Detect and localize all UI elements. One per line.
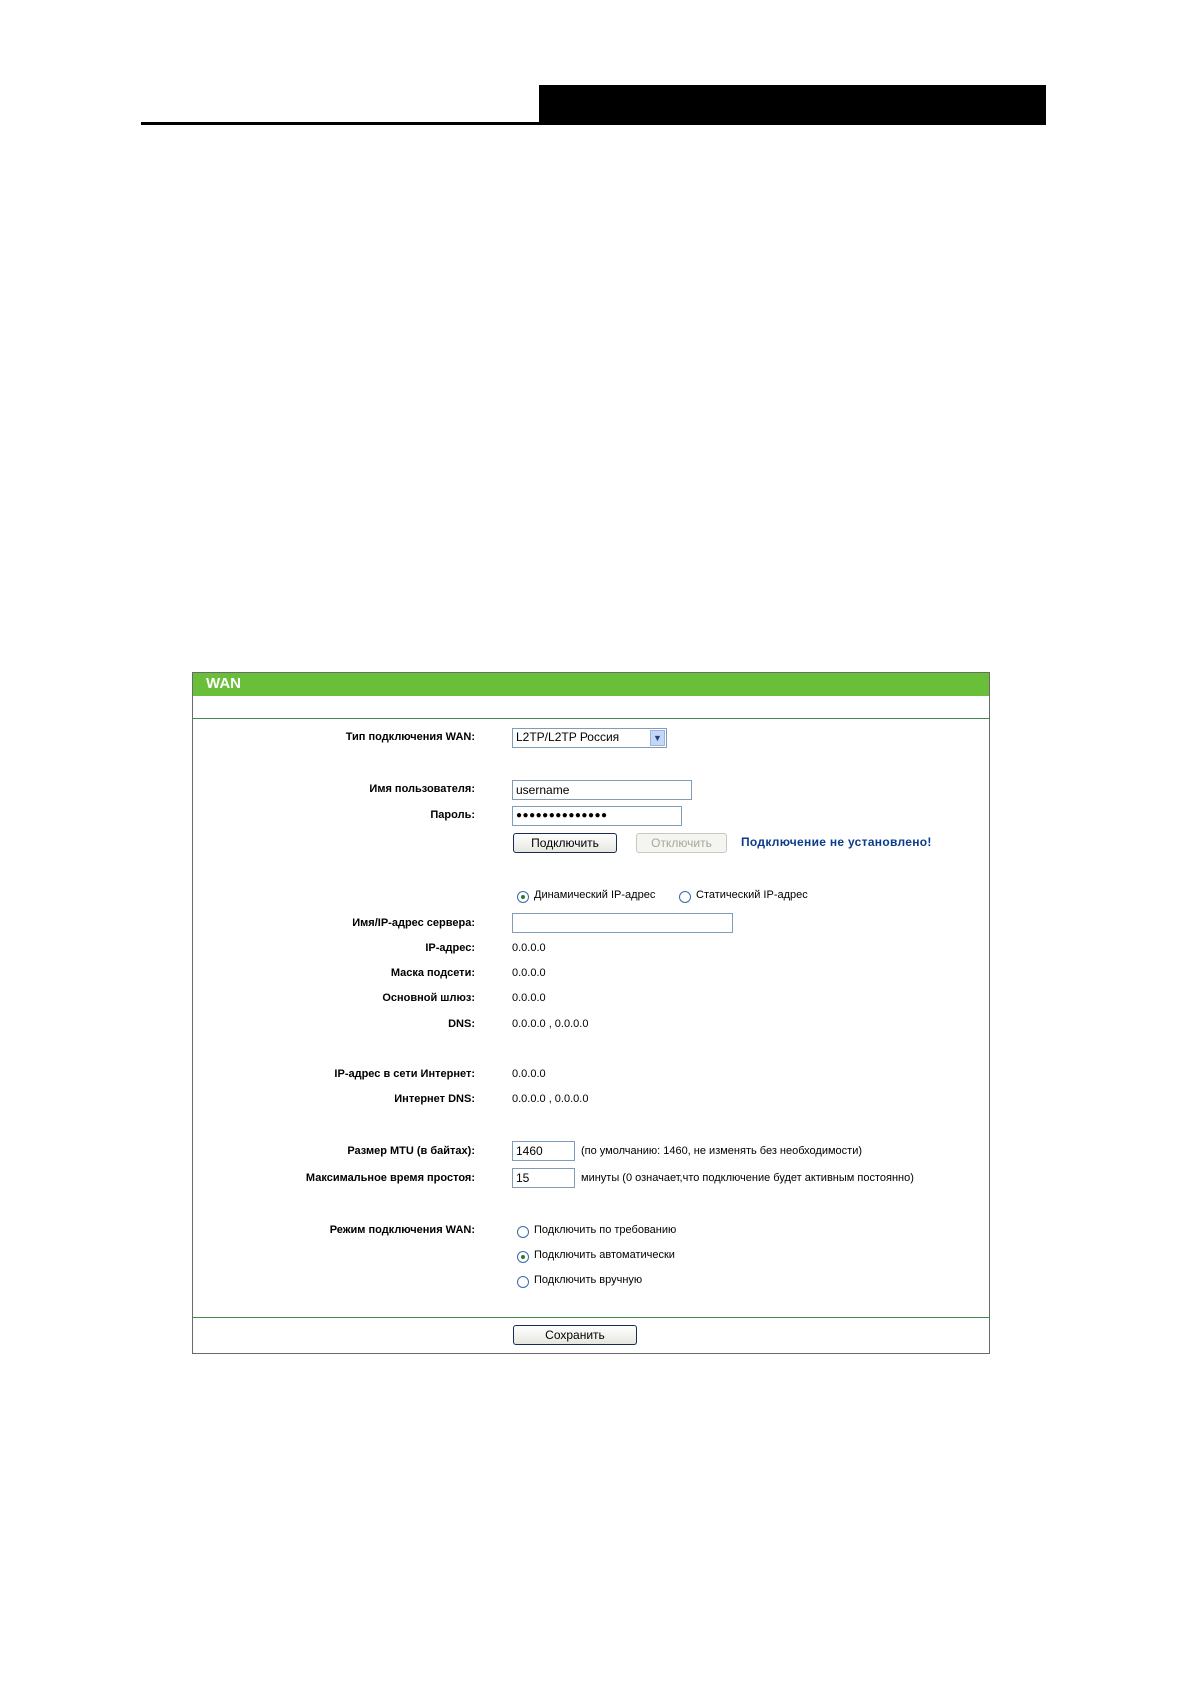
- top-divider: [193, 718, 989, 719]
- subnet-mask-value: 0.0.0.0: [512, 967, 546, 979]
- panel-header: [193, 673, 989, 696]
- wan-mode-on-demand-label: Подключить по требованию: [534, 1224, 677, 1236]
- internet-dns-label: Интернет DNS:: [394, 1093, 475, 1105]
- static-ip-radio[interactable]: [679, 891, 691, 903]
- idle-time-input[interactable]: 15: [512, 1168, 575, 1188]
- panel-title: WAN: [206, 675, 241, 692]
- dns-value: 0.0.0.0 , 0.0.0.0: [512, 1018, 589, 1030]
- connect-button[interactable]: Подключить: [513, 833, 617, 853]
- document-header-bar: [539, 85, 1046, 125]
- save-button[interactable]: Сохранить: [513, 1325, 637, 1345]
- wan-mode-manual-radio[interactable]: [517, 1276, 529, 1288]
- wan-type-select[interactable]: [512, 728, 667, 748]
- password-label: Пароль:: [430, 809, 475, 821]
- ip-address-value: 0.0.0.0: [512, 942, 546, 954]
- server-label: Имя/IP-адрес сервера:: [352, 917, 475, 929]
- internet-dns-value: 0.0.0.0 , 0.0.0.0: [512, 1093, 589, 1105]
- wan-mode-auto-radio[interactable]: [517, 1251, 529, 1263]
- connection-status: Подключение не установлено!: [741, 835, 932, 849]
- server-input[interactable]: [512, 913, 733, 933]
- subnet-mask-label: Маска подсети:: [390, 967, 475, 979]
- disconnect-button[interactable]: Отключить: [636, 833, 727, 853]
- mtu-label: Размер MTU (в байтах):: [347, 1145, 475, 1157]
- password-input[interactable]: ●●●●●●●●●●●●●●: [512, 806, 682, 826]
- gateway-label: Основной шлюз:: [382, 992, 475, 1004]
- wan-mode-on-demand-radio[interactable]: [517, 1226, 529, 1238]
- username-label: Имя пользователя:: [369, 783, 475, 795]
- mtu-hint: (по умолчанию: 1460, не изменять без необходимости): [581, 1145, 863, 1157]
- internet-ip-value: 0.0.0.0: [512, 1068, 546, 1080]
- chevron-down-icon[interactable]: ▼: [650, 730, 665, 746]
- wan-type-selected: L2TP/L2TP Россия: [516, 730, 620, 744]
- wan-type-label: Тип подключения WAN:: [345, 731, 475, 743]
- mtu-input[interactable]: 1460: [512, 1141, 575, 1161]
- dynamic-ip-radio[interactable]: [517, 891, 529, 903]
- idle-time-hint: минуты (0 означает,что подключение будет активным постоянно): [581, 1172, 914, 1184]
- wan-mode-auto-label: Подключить автоматически: [534, 1249, 675, 1261]
- internet-ip-label: IP-адрес в сети Интернет:: [334, 1068, 475, 1080]
- static-ip-label: Статический IP-адрес: [696, 889, 808, 901]
- bottom-divider: [193, 1317, 989, 1318]
- dns-label: DNS:: [448, 1018, 475, 1030]
- ip-address-label: IP-адрес:: [425, 942, 475, 954]
- gateway-value: 0.0.0.0: [512, 992, 546, 1004]
- wan-panel: [192, 672, 990, 1354]
- idle-time-label: Максимальное время простоя:: [305, 1172, 475, 1184]
- wan-mode-label: Режим подключения WAN:: [329, 1224, 475, 1236]
- wan-mode-manual-label: Подключить вручную: [534, 1274, 643, 1286]
- username-input[interactable]: username: [512, 780, 692, 800]
- document-header-rule: [141, 122, 539, 125]
- dynamic-ip-label: Динамический IP-адрес: [534, 889, 656, 901]
